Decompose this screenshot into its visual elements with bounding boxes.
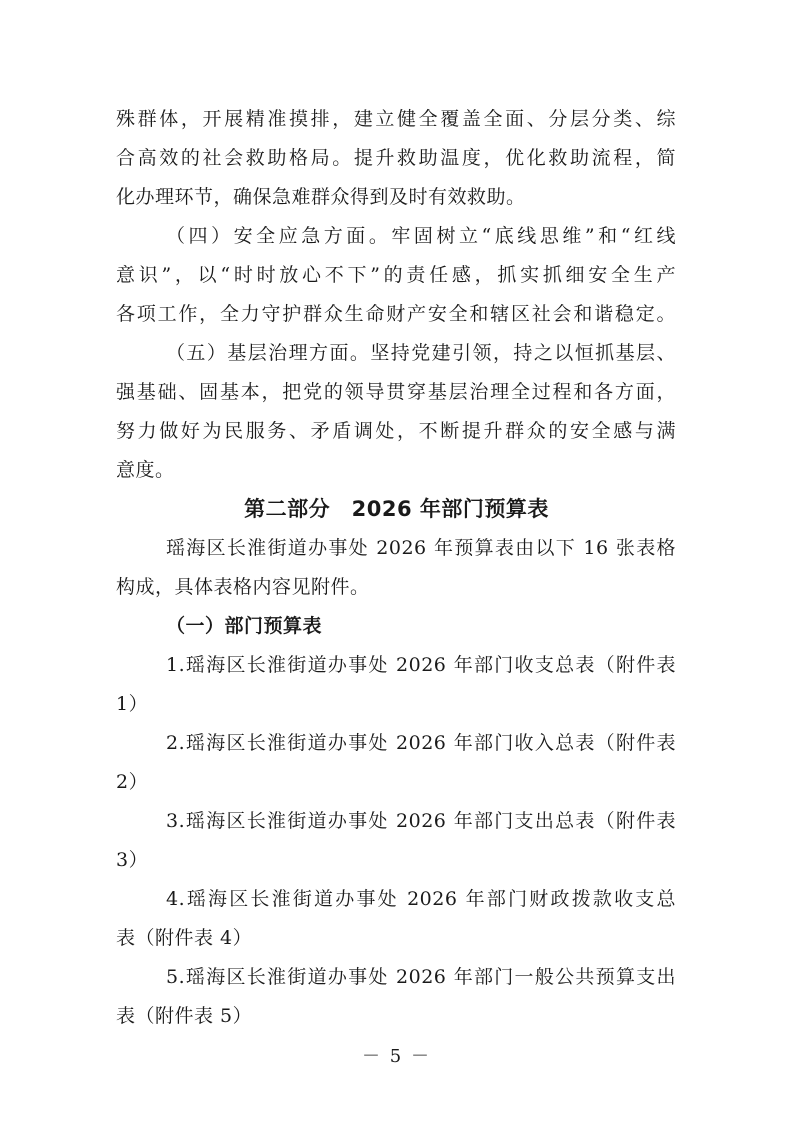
- list-item-5-line-2: 表（附件表 5）: [116, 1005, 253, 1027]
- list-item-4-line-2: 表（附件表 4）: [116, 927, 253, 949]
- paragraph-four-line-1: （四）安全应急方面。牢固树立“底线思维”和“红线: [166, 225, 676, 247]
- list-item-4-line-1: 4.瑶海区长淮街道办事处 2026 年部门财政拨款收支总: [166, 888, 676, 910]
- body-line-3: 化办理环节，确保急难群众得到及时有效救助。: [116, 186, 526, 208]
- list-item-5-line-1: 5.瑶海区长淮街道办事处 2026 年部门一般公共预算支出: [166, 966, 676, 988]
- list-item-2-line-1: 2.瑶海区长淮街道办事处 2026 年部门收入总表（附件表: [166, 732, 676, 754]
- paragraph-five-line-2: 强基础、固基本，把党的领导贯穿基层治理全过程和各方面，: [116, 381, 676, 403]
- list-item-2-line-2: 2）: [116, 771, 149, 793]
- paragraph-four-line-3: 各项工作，全力守护群众生命财产安全和辖区社会和谐稳定。: [116, 303, 676, 325]
- body-line-1: 殊群体，开展精准摸排，建立健全覆盖全面、分层分类、综: [116, 108, 676, 130]
- list-item-1-line-2: 1）: [116, 693, 149, 715]
- paragraph-four-line-2: 意识”，以“时时放心不下”的责任感，抓实抓细安全生产: [116, 264, 676, 286]
- intro-line-1: 瑶海区长淮街道办事处 2026 年预算表由以下 16 张表格: [166, 537, 676, 559]
- intro-line-2: 构成，具体表格内容见附件。: [116, 576, 370, 598]
- page-number: － 5 －: [362, 1046, 431, 1067]
- body-line-2: 合高效的社会救助格局。提升救助温度，优化救助流程，简: [116, 147, 676, 169]
- paragraph-five-line-4: 意度。: [116, 459, 175, 481]
- list-item-3-line-2: 3）: [116, 849, 149, 871]
- section-title: 第二部分 2026 年部门预算表: [244, 497, 549, 521]
- list-item-1-line-1: 1.瑶海区长淮街道办事处 2026 年部门收支总表（附件表: [166, 654, 676, 676]
- paragraph-five-line-1: （五）基层治理方面。坚持党建引领，持之以恒抓基层、: [166, 342, 676, 364]
- list-item-3-line-1: 3.瑶海区长淮街道办事处 2026 年部门支出总表（附件表: [166, 810, 676, 832]
- subsection-title: （一）部门预算表: [166, 615, 323, 637]
- paragraph-five-line-3: 努力做好为民服务、矛盾调处，不断提升群众的安全感与满: [116, 420, 676, 442]
